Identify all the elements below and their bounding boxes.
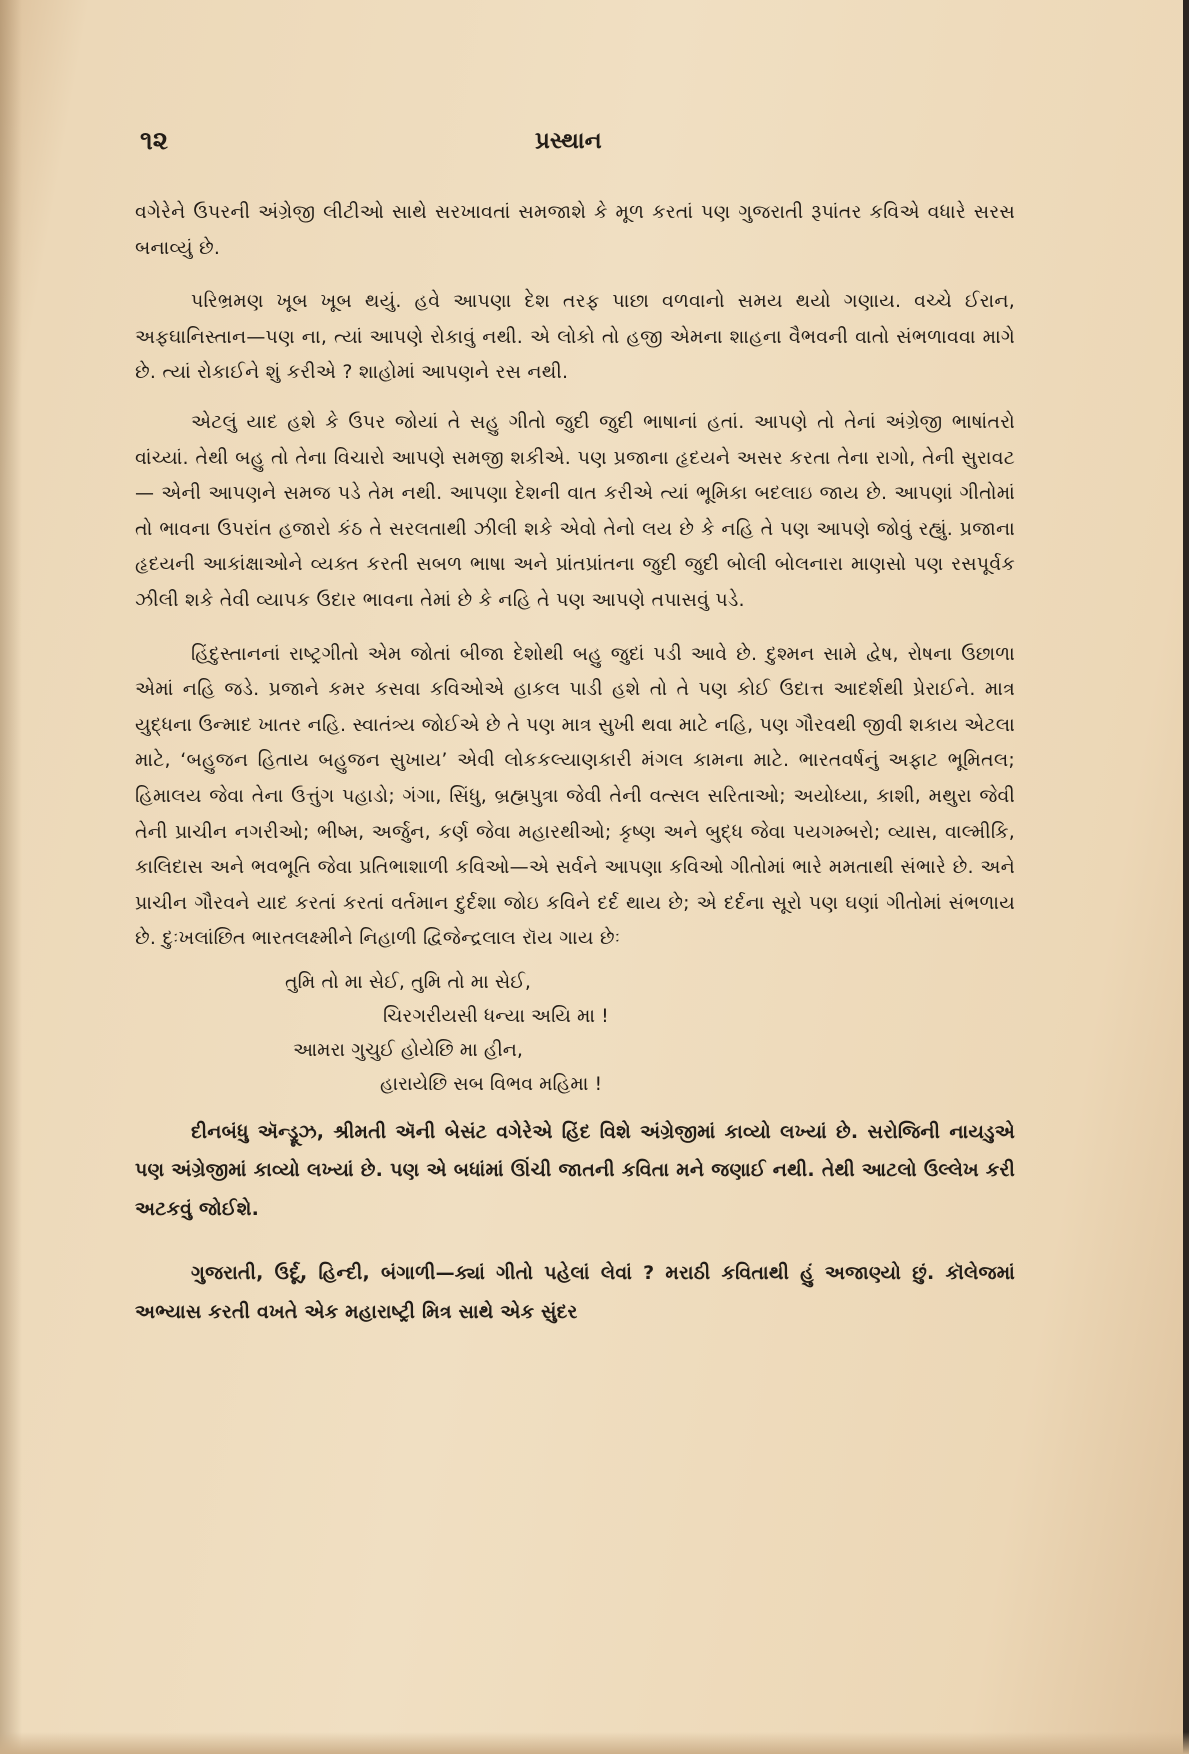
page-header [0, 118, 1189, 162]
paragraph-travel: પરિભ્રમણ ખૂબ ખૂબ થયું. હવે આપણા દેશ તરફ પાછા વળવાનો સમય થયો ગણાય. વચ્ચે ઈરાન, અફઘાનિસ્તાન—પણ ના, ત્યાં આપણે રોકાવું નથી. એ લોકો તો હજી એમના શાહના વૈભવની વાતો સંભળાવવા માગે છે. ત્યાં રોકાઈને શું કરીએ ? શાહોમાં આપણને રસ નથી. [135, 290, 1015, 384]
running-title: પ્રસ્થાન [535, 128, 602, 154]
paragraph-national-songs: હિંદુસ્તાનનાં રાષ્ટ્રગીતો એમ જોતાં બીજા દેશોથી બહુ જુદાં પડી આવે છે. દુશ્મન સામે દ્વેષ, રોષના ઉછાળા એમાં નહિ જડે. પ્રજાને કમર કસવા કવિઓએ હાકલ પાડી હશે તો તે પણ કોઈ ઉદાત્ત આદર્શથી પ્રેરાઈને. માત્ર યુદ્ધના ઉન્માદ ખાતર નહિ. સ્વાતંત્ર્ય જોઈએ છે તે પણ માત્ર સુખી થવા માટે નહિ, પણ ગૌરવથી જીવી શકાય એટલા માટે, ‘બહુજન હિતાય બહુજન સુખાય’ એવી લોકકલ્યાણકારી મંગલ કામના માટે. ભારતવર્ષનું અફાટ ભૂમિતલ; હિમાલય જેવા તેના ઉત્તુંગ પહાડો; ગંગા, સિંધુ, બ્રહ્મપુત્રા જેવી તેની વત્સલ સરિતાઓ; અયોધ્યા, કાશી, મથુરા જેવી તેની પ્રાચીન નગરીઓ; ભીષ્મ, અર્જુન, કર્ણ જેવા મહારથીઓ; કૃષ્ણ અને બુદ્ધ જેવા પયગમ્બરો; વ્યાસ, વાલ્મીકિ, કાલિદાસ અને ભવભૂતિ જેવા પ્રતિભાશાળી કવિઓ—એ સર્વને આપણા કવિઓ ગીતોમાં ભારે મમતાથી સંભારે છે. અને પ્રાચીન ગૌરવને યાદ કરતાં કરતાં વર્તમાન દુર્દશા જોઇ કવિને દર્દ થાય છે; એ દર્દના સૂરો પણ ઘણાં ગીતોમાં સંભળાય છે. દુઃખલાંછિત ભારતલક્ષ્મીને નિહાળી દ્વિજેન્દ્રલાલ રૉય ગાય છેઃ [135, 642, 1015, 950]
poem-line: હારાયેછિ સબ વિભવ મહિમા ! [380, 1072, 603, 1095]
paragraph-english-poems: દીનબંધુ ઍન્ડ્રૂઝ, શ્રીમતી ઍની બેસંટ વગેરેએ હિંદ વિશે અંગ્રેજીમાં કાવ્યો લખ્યાં છે. સરોજિની નાયડુએ પણ અંગ્રેજીમાં કાવ્યો લખ્યાં છે. પણ એ બધાંમાં ઊંચી જાતની કવિતા મને જણાઈ નથી. તેથી આટલો ઉલ્લેખ કરી અટકવું જોઈશે. [135, 1120, 1015, 1220]
page-bottom-edge [0, 1732, 1189, 1754]
page-body [135, 195, 1015, 1331]
paragraph-continuation: વગેરેને ઉપરની અંગ્રેજી લીટીઓ સાથે સરખાવતાં સમજાશે કે મૂળ કરતાં પણ ગુજરાતી રૂપાંતર કવિએ વધારે સરસ બનાવ્યું છે. [135, 201, 1015, 259]
page-edge [1183, 0, 1189, 1754]
binding-shadow [0, 0, 22, 1754]
paragraph-gujarati: ગુજરાતી, ઉર્દૂ, હિન્દી, બંગાળી—ક્યાં ગીતો પહેલાં લેવાં ? મરાઠી કવિતાથી હું અજાણ્યો છું. કૉલેજમાં અભ્યાસ કરતી વખતે એક મહારાષ્ટ્રી મિત્ર સાથે એક સુંદર [135, 1262, 1015, 1323]
poem-line: ચિરગરીયસી ધન્યા અયિ મા ! [383, 1004, 609, 1027]
paragraph-languages: એટલું યાદ હશે કે ઉપર જોયાં તે સહુ ગીતો જુદી જુદી ભાષાનાં હતાં. આપણે તો તેનાં અંગ્રેજી ભાષાંતરો વાંચ્યાં. તેથી બહુ તો તેના વિચારો આપણે સમજી શકીએ. પણ પ્રજાના હૃદયને અસર કરતા તેના રાગો, તેની સુરાવટ — એની આપણને સમજ પડે તેમ નથી. આપણા દેશની વાત કરીએ ત્યાં ભૂમિકા બદલાઇ જાય છે. આપણાં ગીતોમાં તો ભાવના ઉપરાંત હજારો કંઠ તે સરલતાથી ઝીલી શકે એવો તેનો લય છે કે નહિ તે પણ આપણે જોવું રહ્યું. પ્રજાના હૃદયની આકાંક્ષાઓને વ્યક્ત કરતી સબળ ભાષા અને પ્રાંતપ્રાંતના જુદી જુદી બોલી બોલનારા માણસો પણ રસપૂર્વક ઝીલી શકે તેવી વ્યાપક ઉદાર ભાવના તેમાં છે કે નહિ તે પણ આપણે તપાસવું પડે. [135, 410, 1015, 611]
page-number: ૧૨ [140, 126, 169, 156]
poem-quote [135, 965, 1015, 1101]
poem-line: તુમિ તો મા સેઈ, તુમિ તો મા સેઈ, [285, 970, 531, 993]
poem-line: આમરા ગુચુઈ હોયેછિ મા હીન, [293, 1038, 523, 1061]
